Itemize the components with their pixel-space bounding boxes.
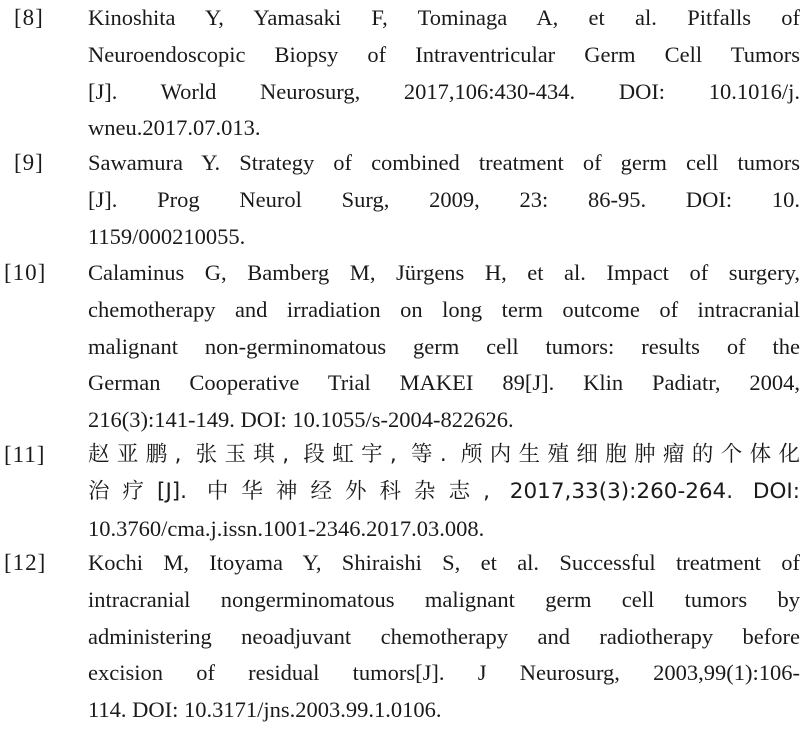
reference-line: Kochi M, Itoyama Y, Shiraishi S, et al. Successful treatment of — [88, 550, 800, 575]
reference-line: [J]. Prog Neurol Surg, 2009, 23: 86-95. DOI: 10. — [88, 186, 800, 212]
reference-line: wneu.2017.07.013. — [88, 115, 261, 141]
reference-number: [10] — [4, 260, 47, 285]
reference-line: 1159/000210055. — [88, 223, 246, 249]
reference-number: [11] — [4, 442, 46, 467]
reference-line: German Cooperative Trial MAKEI 89[J]. Klin Padiatr, 2004, — [88, 370, 800, 396]
reference-line: 216(3):141-149. DOI: 10.1055/s-2004-822626. — [88, 407, 514, 433]
reference-line: 治疗[J]. 中华神经外科杂志, 2017,33(3):260-264. DOI: — [88, 478, 800, 504]
reference-number: [9] — [14, 150, 44, 175]
reference-line: Sawamura Y. Strategy of combined treatment of germ cell tumors — [88, 150, 800, 175]
reference-line: excision of residual tumors[J]. J Neurosurg, 2003,99(1):106- — [88, 660, 800, 686]
reference-text — [88, 145, 800, 255]
reference-line: [J]. World Neurosurg, 2017,106:430-434. DOI: 10.1016/j. — [88, 78, 800, 104]
reference-line: 10.3760/cma.j.issn.1001-2346.2017.03.008. — [88, 515, 485, 541]
reference-line: 赵亚鹏, 张玉琪, 段虹宇, 等. 颅内生殖细胞肿瘤的个体化 — [88, 442, 800, 467]
reference-number: [12] — [4, 550, 47, 575]
reference-line: administering neoadjuvant chemotherapy and radiotherapy before — [88, 623, 800, 649]
reference-line: chemotherapy and irradiation on long term outcome of intracranial — [88, 296, 800, 322]
reference-text — [88, 255, 800, 439]
reference-text — [88, 0, 800, 147]
reference-line: intracranial nongerminomatous malignant germ cell tumors by — [88, 586, 800, 612]
reference-text — [88, 437, 800, 547]
reference-line: Neuroendoscopic Biopsy of Intraventricular Germ Cell Tumors — [88, 41, 800, 67]
reference-text — [88, 545, 800, 729]
reference-line: 114. DOI: 10.3171/jns.2003.99.1.0106. — [88, 697, 442, 723]
reference-number: [8] — [14, 5, 44, 30]
reference-line: malignant non-germinomatous germ cell tumors: results of the — [88, 333, 800, 359]
reference-line: Calaminus G, Bamberg M, Jürgens H, et al. Impact of surgery, — [88, 260, 800, 285]
reference-line: Kinoshita Y, Yamasaki F, Tominaga A, et al. Pitfalls of — [88, 5, 800, 30]
